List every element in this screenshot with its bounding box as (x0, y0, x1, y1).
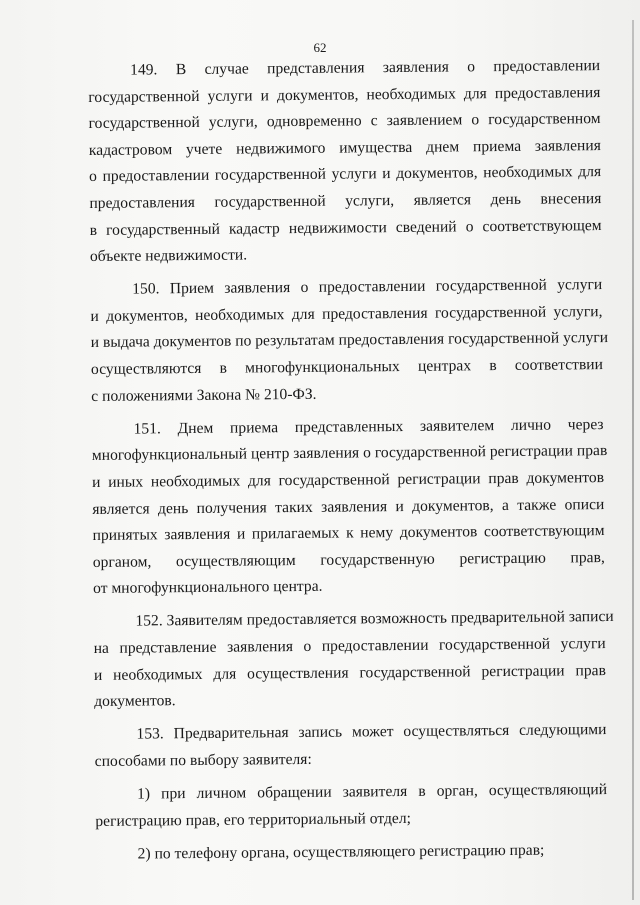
text-line: и иных необходимых для государственной регистрации прав документов (91, 468, 605, 491)
text-line: принятых заявления и прилагаемых к нему документов соответствующим (92, 522, 605, 545)
text-line: на представление заявления о предоставлении государственной услуги (93, 635, 606, 657)
text-line: и необходимых для осуществления государственной регистрации прав (93, 661, 606, 684)
text-line: многофункциональный центр заявления о государственной регистрации прав (91, 442, 608, 465)
paragraph-150 (90, 272, 609, 410)
text-line: органом, осуществляющим государственную регистрацию прав, (92, 548, 605, 571)
paragraph-151 (91, 412, 608, 603)
text-line: документов. (94, 692, 176, 711)
text-line: о предоставлении государственной услуги и документов, необходимых для (89, 163, 602, 186)
paragraph-153 (94, 717, 606, 775)
document-body (88, 53, 614, 875)
text-line: 149. В случае представления заявления о предоставлении (130, 57, 601, 79)
text-line: осуществляются в многофункциональных центрах в соответствии (90, 356, 604, 379)
text-line: 150. Прием заявления о предоставлении государственной услуги (132, 276, 603, 298)
text-line: и выдача документов по результатам предоставления государственной услуги (90, 329, 609, 352)
text-line: 152. Заявителям предоставляется возможность предварительной записи (135, 608, 614, 630)
text-line: кадастровом учете недвижимого имущества днем приема заявления (88, 136, 601, 159)
text-line: 2) по телефону органа, осуществляющего регистрацию прав; (137, 841, 545, 863)
text-line: объекте недвижимости. (89, 246, 248, 266)
page-edge-shadow (632, 20, 634, 900)
paragraph-149 (88, 53, 602, 271)
text-line: предоставления государственной услуги, является день внесения (89, 190, 602, 212)
paragraph-152 (93, 604, 614, 715)
text-line: с положениями Закона № 210-ФЗ. (91, 385, 317, 405)
text-line: 151. Днем приема представленных заявителем лично через (133, 415, 604, 438)
text-line: способами по выбору заявителя: (94, 750, 312, 770)
page-number: 62 (313, 40, 327, 55)
text-line: 1) при личном обращении заявителя в орган, осуществляющий (136, 780, 608, 803)
text-line: является день получения таких заявления и документов, а также описи (92, 495, 605, 518)
list-item-2 (96, 837, 608, 869)
text-line: государственной услуги и документов, необходимых для предоставления (88, 83, 601, 106)
text-line: от многофункционального центра. (93, 578, 323, 598)
text-line: 153. Предварительная запись может осуществляться следующими (136, 721, 607, 743)
text-line: государственной услуги, одновременно с заявлением о государственном (88, 110, 601, 133)
list-item-1 (95, 777, 607, 835)
text-line: и документов, необходимых для предоставления государственной услуги, (90, 302, 603, 325)
text-line: регистрацию прав, его территориальный отдел; (95, 809, 412, 830)
text-line: в государственный кадастр недвижимости сведений о соответствующем (89, 216, 602, 239)
